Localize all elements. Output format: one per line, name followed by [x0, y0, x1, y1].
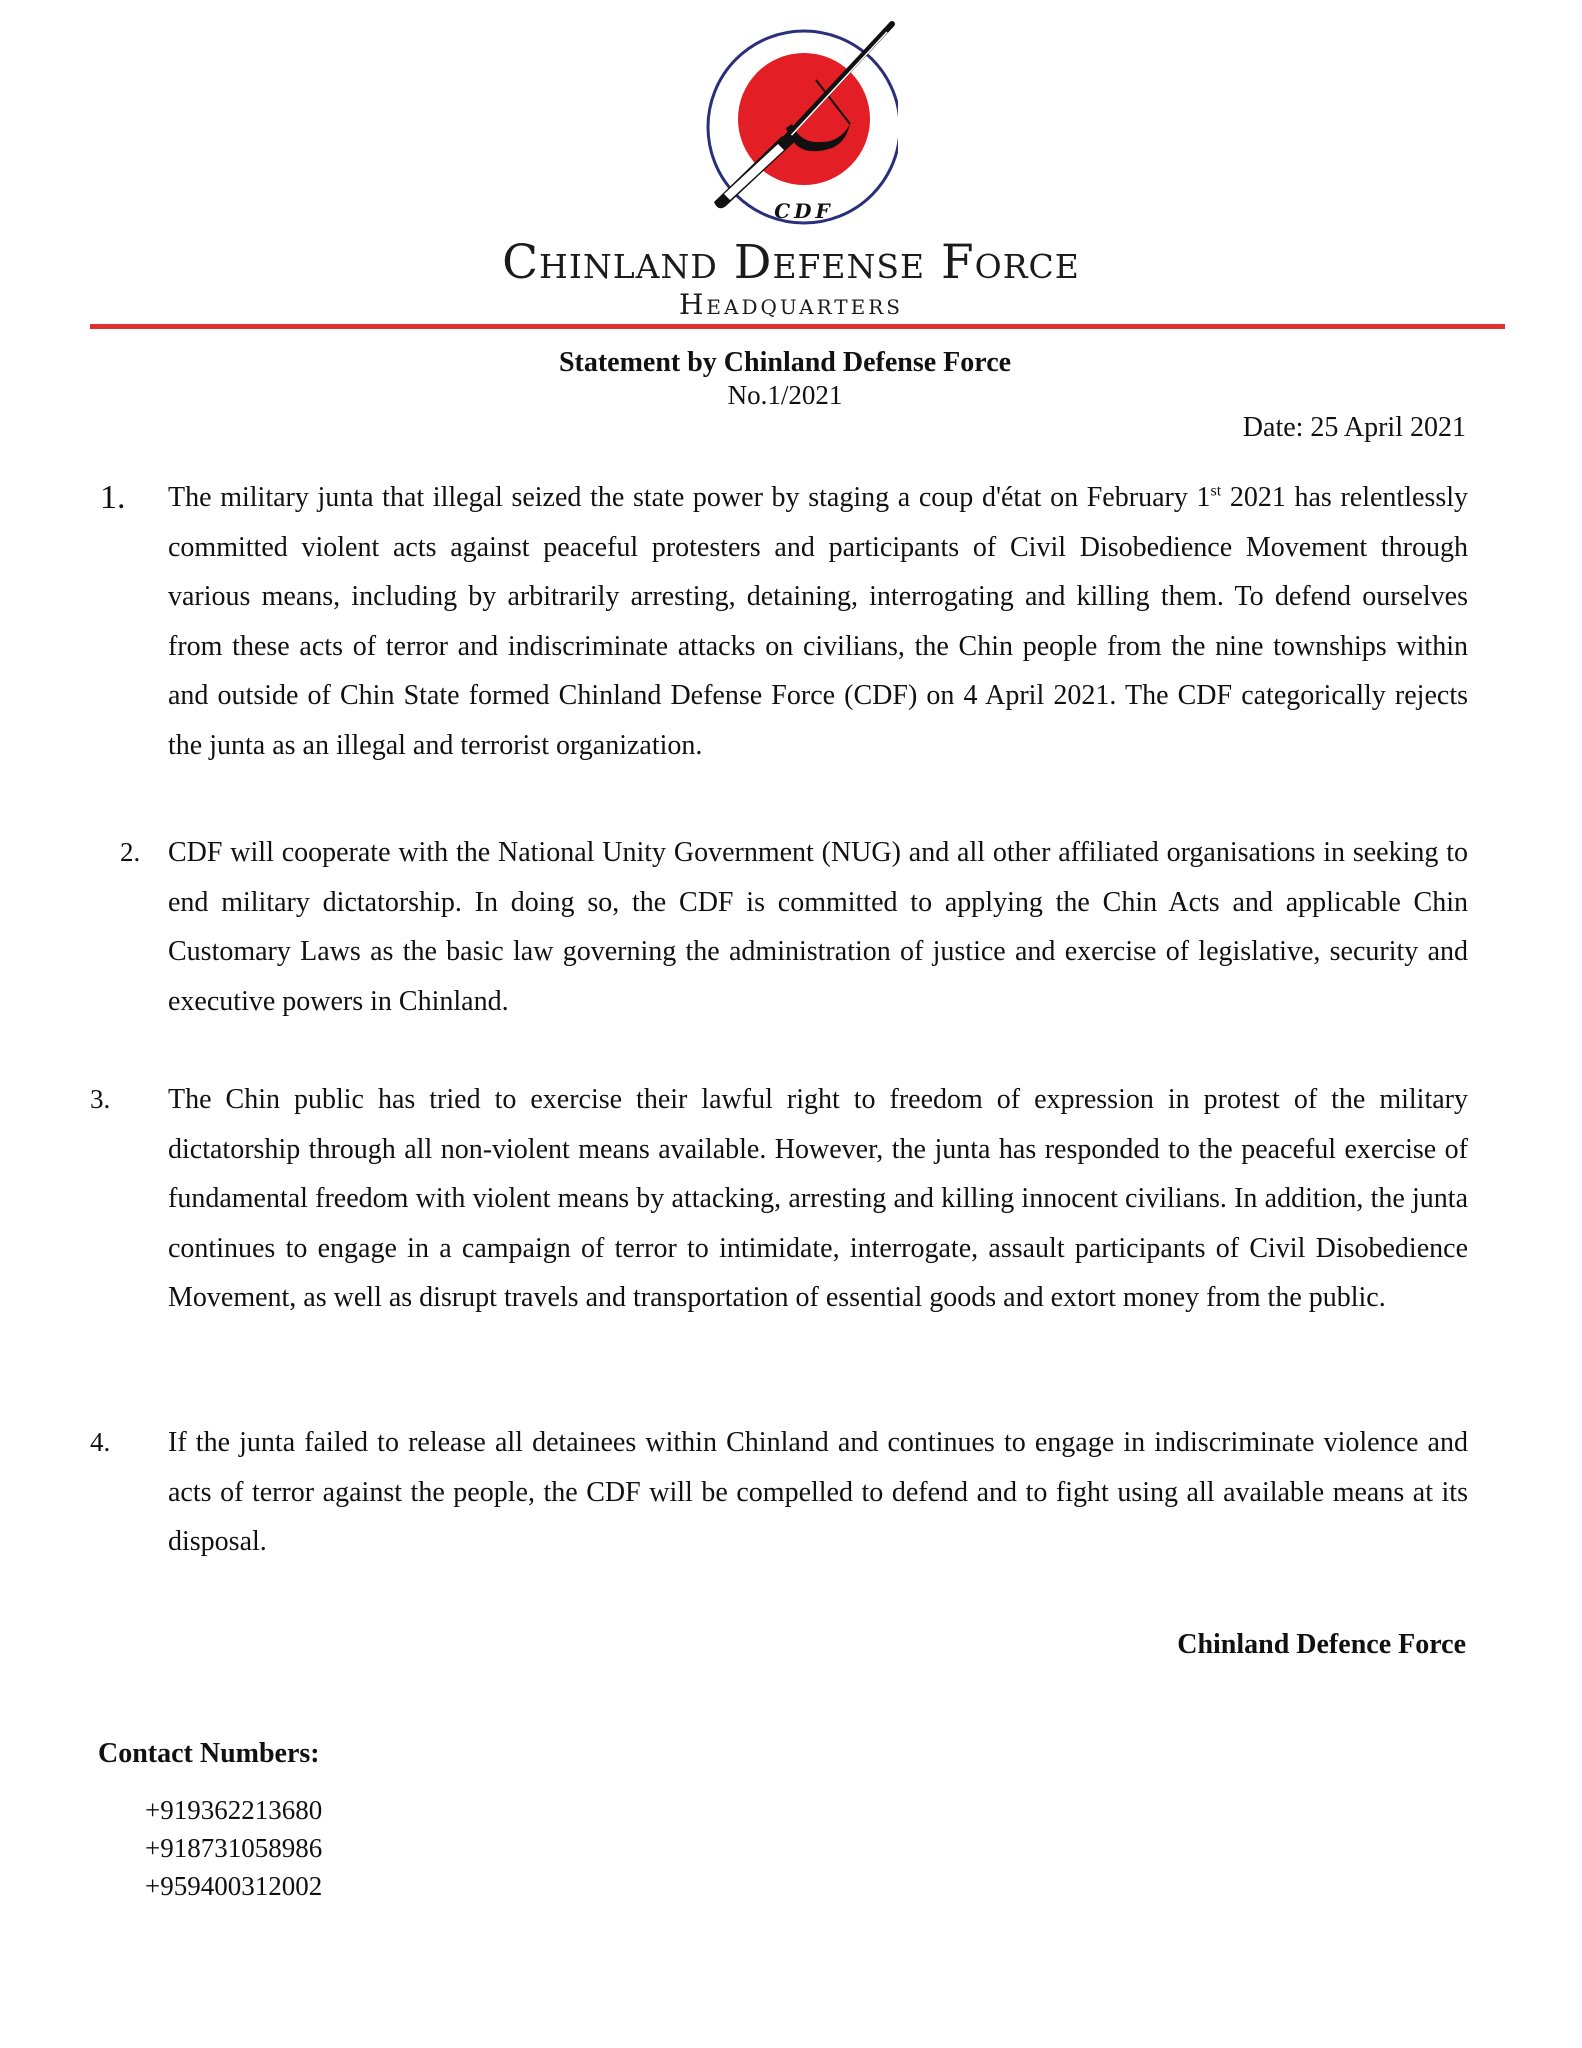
- organization-name: Chinland Defense Force: [502, 235, 1080, 290]
- header-divider: [90, 324, 1505, 329]
- paragraph-1: [90, 473, 1468, 770]
- paragraph-2: [90, 828, 1468, 1026]
- statement-title: Statement by Chinland Defense Force: [558, 347, 1012, 378]
- paragraph-text: CDF will cooperate with the National Unity Government (NUG) and all other affiliated organisations in seeking to end military dictatorship. In doing so, the CDF is committed to applying the Chin Acts and applicable Chin Customary Laws as the basic law governing the administration of justice and exercise of legislative, security and executive powers in Chinland.: [168, 837, 1468, 1017]
- paragraph-4: [90, 1418, 1468, 1567]
- contact-heading: Contact Numbers:: [98, 1738, 320, 1769]
- phone-number: +919362213680: [145, 1795, 323, 1825]
- contact-list: [145, 1791, 322, 1905]
- paragraph-number: 4.: [90, 1427, 111, 1457]
- paragraph-number: 1.: [100, 479, 126, 516]
- statement-number: No.1/2021: [727, 380, 843, 410]
- signature: Chinland Defence Force: [1177, 1629, 1466, 1660]
- phone-number: +918731058986: [145, 1833, 323, 1863]
- paragraph-text: The military junta that illegal seized the state power by staging a coup d'état on February 1st 2021 has relentlessly committed violent acts against peaceful protesters and participants of Civil Disobedience Movement through various means, including by arbitrarily arresting, detaining, interrogating and killing them. To defend ourselves from these acts of terror and indiscriminate attacks on civilians, the Chin people from the nine townships within and outside of Chin State formed Chinland Defense Force (CDF) on 4 April 2021. The CDF categorically rejects the junta as an illegal and terrorist organization.: [168, 482, 1468, 761]
- phone-number: +959400312002: [145, 1871, 323, 1901]
- paragraph-number: 2.: [120, 837, 141, 867]
- svg-text:CDF: CDF: [774, 199, 834, 223]
- organization-subtitle: Headquarters: [679, 288, 903, 321]
- paragraph-3: [90, 1075, 1468, 1323]
- cdf-logo: [704, 20, 898, 234]
- paragraph-text: The Chin public has tried to exercise their lawful right to freedom of expression in protest of the military dictatorship through all non-violent means available. However, the junta has responded to the peaceful exercise of fundamental freedom with violent means by attacking, arresting and killing innocent civilians. In addition, the junta continues to engage in a campaign of terror to intimidate, interrogate, assault participants of Civil Disobedience Movement, as well as disrupt travels and transportation of essential goods and extort money from the public.: [168, 1084, 1468, 1313]
- paragraph-number: 3.: [90, 1084, 111, 1114]
- paragraph-text: If the junta failed to release all detainees within Chinland and continues to engage in indiscriminate violence and acts of terror against the people, the CDF will be compelled to defend and to fight using all available means at its disposal.: [168, 1427, 1468, 1557]
- statement-date: Date: 25 April 2021: [1242, 412, 1466, 443]
